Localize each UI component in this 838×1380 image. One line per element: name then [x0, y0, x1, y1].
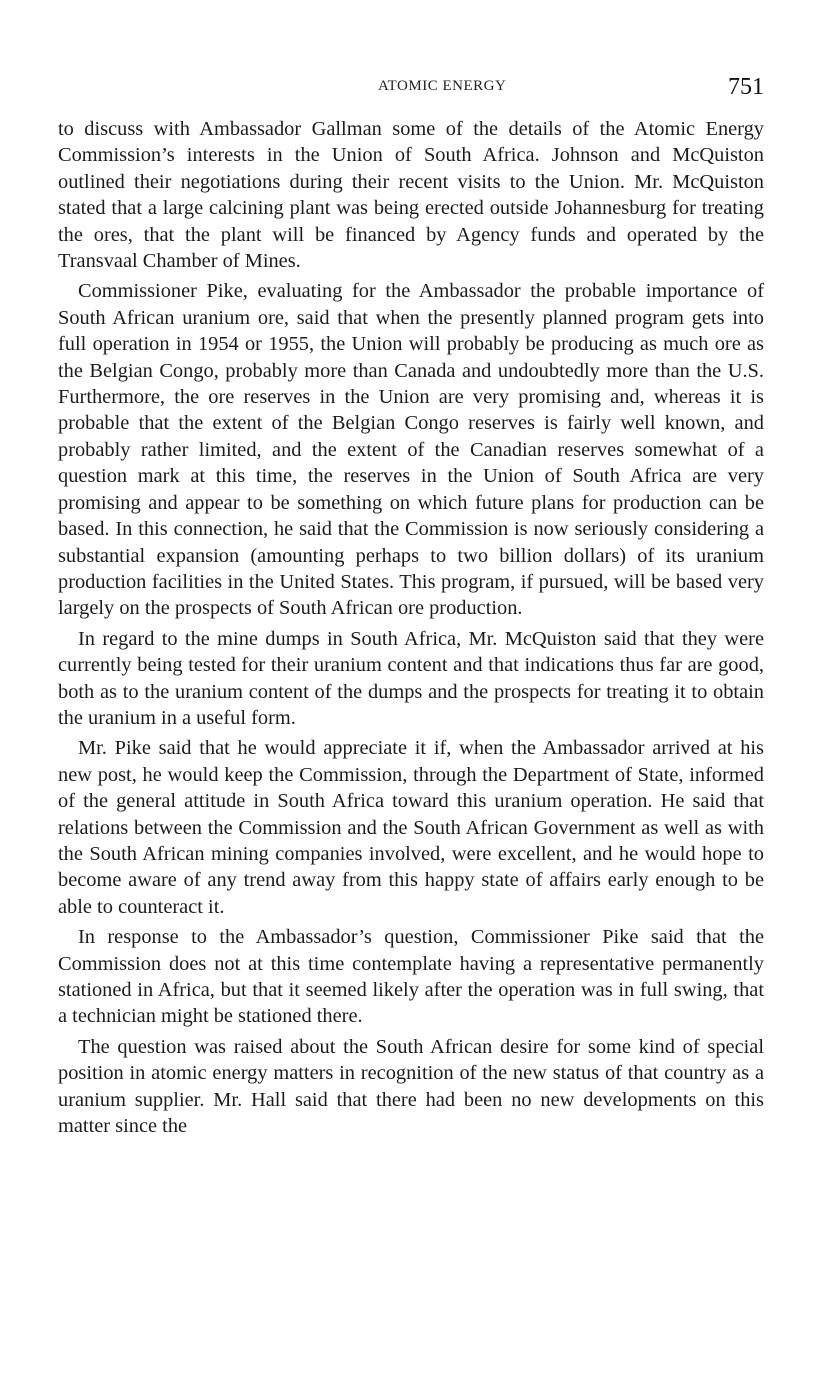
paragraph: In regard to the mine dumps in South Africa, Mr. McQuiston said that they were currently being tested for their uranium content and that indications thus far are good, both as to the uranium content of the dumps and the prospects for treating it to obtain the uranium in a useful form.	[58, 627, 764, 729]
running-header	[58, 74, 770, 106]
body-text	[58, 116, 764, 1143]
paragraph-continued: to discuss with Ambassador Gallman some of the details of the Atomic Energy Commission’s interests in the Union of South Africa. Johnson and McQuiston outlined their negotiations during their recent visits to the Union. Mr. McQuiston stated that a large calcining plant was being erected outside Johannesburg for treating the ores, that the plant will be financed by Agency funds and operated by the Transvaal Chamber of Mines.	[58, 118, 764, 273]
page-number: 751	[728, 74, 764, 100]
paragraph: In response to the Ambassador’s question, Commissioner Pike said that the Commission does not at this time contemplate having a representative permanently stationed in Africa, but that it seemed likely after the operation was in full swing, that a technician might be stationed there.	[58, 926, 764, 1028]
paragraph: The question was raised about the South African desire for some kind of special position in atomic energy matters in recognition of the new status of that country as a uranium supplier. Mr. Hall said that there had been no new developments on this matter since the	[58, 1035, 764, 1138]
paragraph: Commissioner Pike, evaluating for the Ambassador the probable importance of South African uranium ore, said that when the presently planned program gets into full operation in 1954 or 1955, the Union will probably be producing as much ore as the Belgian Congo, probably more than Canada and undoubtedly more than the U.S. Furthermore, the ore reserves in the Union are very promising and, whereas it is probable that the extent of the Belgian Congo reserves is fairly well known, and probably rather limited, and the extent of the Canadian reserves somewhat of a question mark at this time, the reserves in the Union of South Africa are very promising and appear to be something on which future plans for production can be based. In this connection, he said that the Commission is now seriously considering a substantial expansion (amounting perhaps to two billion dollars) of its uranium production facilities in the United States. This program, if pursued, will be based very largely on the prospects of South African ore production.	[58, 280, 764, 620]
paragraph: Mr. Pike said that he would appreciate it if, when the Ambassador arrived at his new post, he would keep the Commission, through the Department of State, informed of the general attitude in South Africa toward this uranium operation. He said that relations between the Commission and the South African Government as well as with the South African mining companies involved, were excellent, and he would hope to become aware of any trend away from this happy state of affairs early enough to be able to counteract it.	[58, 737, 764, 918]
running-title: ATOMIC ENERGY	[378, 78, 507, 94]
